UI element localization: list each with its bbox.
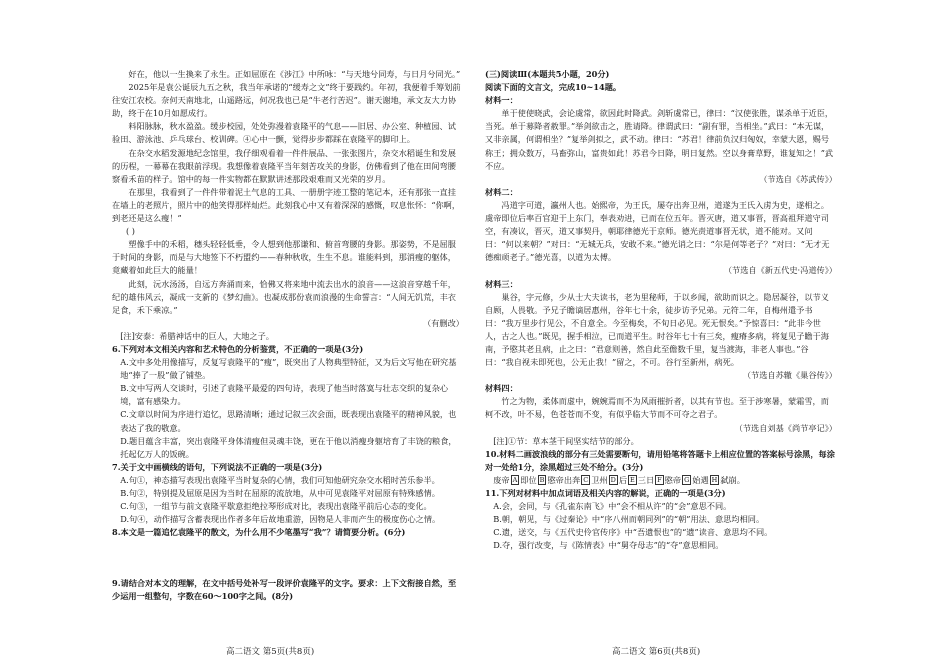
source-note: （有删改） xyxy=(423,317,464,328)
essay-paragraph: 料阳脉脉，秋水盈盈。缓步校园，处处弥漫着袁隆平的气息——旧居、办公室、种植园、试验田、游泳池、乒乓球台、校训碑。④心中一颤，觉得步步都踩在袁隆平的脚印上。 xyxy=(112,121,456,145)
footnote: [注]①节：草本茎干间坚实结节的部分。 xyxy=(493,435,639,446)
page-footer: 高二语文 第6页(共8页) xyxy=(612,647,701,657)
option: C.句③，一组节与前文袁隆平歇意拒绝拉琴形成对比，表现出袁隆平前后心态的变化。 xyxy=(120,501,432,512)
answer-label-box: H xyxy=(711,475,718,484)
section-intro: 阅读下面的文言文，完成10~14题。 xyxy=(485,82,622,93)
material-text: 竹之为物，柔体而虚中，婉婉焉而不为风雨摧折者，以其有节也。至于涉寒暑，蒙霜雪，而柯不改，叶不易，色苍苍而不变，有似乎临大节而不可夺之君子。 xyxy=(485,396,829,420)
sequence-text: 即位 xyxy=(520,474,537,485)
option: D.句④，动作描写含蓄表现出作者多年后故地重游，因物是人非而产生的极度伤心之情。 xyxy=(120,514,441,525)
essay-paragraph: 2025年是袁公诞辰九五之秋，我当年承诺的“缓寿之文”终于要践约。年初，我便着手筹划前往安江农校。奈何天南地北，山遥路远，何况我也已是“牛老行苦迟”。谢天谢地，承文友大力协助，终于在10月如愿成行。 xyxy=(112,82,461,119)
answer-label-box: A xyxy=(512,475,518,484)
essay-paragraph: 此刻，沅水汤汤，自远方奔涌而来，恰佛又将来地中流去出水的浪音——这浪音穿越千年，纪的雄伟风云，凝成一支新的《梦幻曲》。也凝成那份袁而浪漫的生命誓言：“人间无饥荒，丰衣足食，禾下乘凉。” xyxy=(112,278,456,315)
answer-label-box: F xyxy=(657,475,662,484)
footnote: [注]安泰：希腊神话中的巨人，大地之子。 xyxy=(120,330,274,341)
option: B.朝，朝见，与《过秦论》中“序八州而朝同列”的“朝”用法、意思均相同。 xyxy=(493,514,765,525)
material-label: 材料三： xyxy=(485,278,518,289)
source-note: （节选自《新五代史·冯道传》） xyxy=(723,265,837,276)
material-label: 材料二： xyxy=(485,186,518,197)
material-text: 巢谷，字元修，少从士大夫读书，老为里秘师，于以乡闻，欲助而识之。隐居凝谷，以节义自顾，人畏敬。予兄子瞻谪居惠州，谷年七十余，徒步访予兄弟。元符二年，自梅州遣予书曰：“我万里步行见公，不自意全。今至梅矣，不旬日必见。死无恨矣。”予惊喜曰：“此非今世人，古之人也。”既见，握手相泣，已而道平生。时谷年七十有三矣，瘦瘠多病，将复见子瞻于海南，予愍其老且病，止之曰：“君意则善，然自此至儋数千里，复当渡海，非老人事也。”谷曰：“我自视未即死也，公无止我！”留之，不可。谷行至新州，病死。 xyxy=(485,291,829,368)
question-11: 11.下列对材料中加点词语及相关内容的解说，正确的一项是(3分) xyxy=(485,488,726,498)
option: D.夺，强行改变，与《陈情表》中“舅夺母志”的“夺”意思相同。 xyxy=(493,540,724,551)
source-note: （节选自苏辙《巢谷传》） xyxy=(742,370,837,381)
material-label: 材料一： xyxy=(485,95,518,106)
answer-space xyxy=(112,539,464,577)
material-text: 单于使使晓武，会论虞常，欲因此时降武。剑斩虞常已，律曰：“汉使张胜，谋杀单于近臣，当死。单于募降者赦罪。”举剑欲击之，胜请降。律谓武曰：“副有罪，当相坐。”武曰：“本无谋，又非亲属，何谓相坐？”复举剑拟之，武不动。律曰：“苏君！律前负汉归匈奴，幸蒙大恩，赐号称王；拥众数万，马畜弥山，富贵如此！苏君今日降，明日复然。空以身膏草野，谁复知之！”武不应。 xyxy=(485,108,834,171)
sequence-text: 愍帝 xyxy=(664,474,682,485)
source-note: （节选自刘基《尚节亭记》） xyxy=(734,422,837,433)
sequence-text: 卫州 xyxy=(591,474,608,485)
question-7: 7.关于文中画横线的语句，下列说法不正确的一项是(3分) xyxy=(112,461,323,472)
answer-label-box: B xyxy=(539,475,545,484)
blank-parentheses: ( ) xyxy=(126,226,135,237)
sequence-text: 始遇 xyxy=(692,474,709,485)
question-8: 8.本文是一篇追忆袁隆平的散文，为什么用不少笔墨写“我”？请简要分析。(6分) xyxy=(112,527,406,538)
option: A.句①，神态描写表现出袁隆平当时复杂的心情，我们可知他研究杂交水稻时苦乐参半。 xyxy=(120,474,440,485)
page-footer: 高二语文 第5页(共8页) xyxy=(226,647,315,657)
option: D.题目蕴含丰富，突出袁隆平身体清瘦但灵魂丰饶，更在于他以消瘦身躯培育了丰饶的粮食，托起亿万人的饭碗。 xyxy=(120,435,457,459)
answer-label-box: C xyxy=(583,475,589,484)
source-note: （节选自《苏武传》） xyxy=(759,173,837,184)
sequence-text: 废帝 xyxy=(493,474,510,485)
option: C.遗，送交，与《五代史伶官传序》中“吾遗恨也”的“遗”读音、意思均不同。 xyxy=(493,527,773,538)
right-page xyxy=(485,68,837,628)
section-title: (三)阅读Ⅲ(本题共5小题，20分) xyxy=(485,69,610,79)
option: A.会，会同，与《孔雀东南飞》中“会不相从许”的“会”意思不同。 xyxy=(493,501,732,512)
sequence-text: 愍帝出奔 xyxy=(547,474,581,485)
essay-paragraph: 好在，他以一生換来了永生。正如屈原在《涉江》中所咏：“与天地兮同寿，与日月兮同光。” xyxy=(128,69,461,79)
left-page xyxy=(112,68,464,628)
option: B.句②，特别提及屈原是因为当时在屈原的流放地，从中可见袁隆平对屈原有特殊感情。 xyxy=(120,488,440,498)
question-9: 9.请结合对本文的理解，在文中括号处补写一段评价袁隆平的文字。要求：上下文衔接自然，至少运用一组整句，字数在60～100字之间。(8分) xyxy=(112,578,457,602)
answer-label-box: G xyxy=(684,475,690,484)
question-6: 6.下列对本文相关内容和艺术特色的分析鉴赏，不正确的一项是(3分) xyxy=(112,343,364,354)
essay-paragraph: 塑像手中的禾稻，穗头轻轻低垂，令人想到他那谦和、俯首弯腰的身影。那姿势，不是屈服于时间的身影，而是与大地签下不朽盟约——春种秋收，生生不息。谁能料到，那消瘦的躯体，竟藏着如此巨大的能量！ xyxy=(112,239,456,276)
option: C.文章以时间为序进行追忆，思路清晰；通过记叙三次会面，既表现出袁隆平的精神风貌，也表达了我的敬意。 xyxy=(120,409,457,433)
material-text: 冯道字可道，瀛州人也。始熙帝，为王氏，屡夺出奔卫州，道遂为王氏入虏为史，遂相之。虞帝即位后率百官迎于上东门，奉表劝进，已而在位五年。晋灭唐，道又事晋，晋高祖拜道守司空，有凑议，晋灭，道又事契丹，朝耶律德光于京师。德光责道事晋无状，道不能对。又问曰：“何以来朝？”对曰：“无城无兵，安敢不来。”德光诮之曰：“尔是何等老子？”对曰：“无才无德痴顽老子。”德光喜，以道为太傅。 xyxy=(485,199,830,263)
material-label: 材料四： xyxy=(485,383,518,394)
sequence-text: 弑崩。 xyxy=(720,474,745,485)
sequence-text: 三日 xyxy=(637,474,655,485)
answer-label-box: E xyxy=(630,475,635,484)
question-10: 10.材料二画波浪线的部分有三处需要断句，请用铅笔将答题卡上相应位置的答案标号涂黑，每涂对一处给1分，涂黑超过三处不给分。(3分) xyxy=(485,448,835,472)
sequence-text: 后 xyxy=(618,474,628,485)
essay-paragraph: 在那里，我看到了一件件带着泥土气息的工具、一册册字迹工整的笔记本，还有那张一直挂在墙上的老照片，照片中的他笑得那样灿烂。此刻我心中又有着深深的感慨，叹息怅怀：“你啊，到老还是这么瘦！” xyxy=(112,186,461,224)
option: B.文中写两人交谈时，引述了袁隆平最爱的四句诗，表现了他当时落寞与壮志交织的复杂心境，富有感染力。 xyxy=(120,383,449,407)
answer-label-box: D xyxy=(610,475,616,484)
punctuation-sequence xyxy=(485,474,837,487)
essay-paragraph: 在杂交水稻发源地纪念馆里，我仔细观看着一件件展品、一张张图片，杂交水稻诞生和发展的历程，一幕幕在我眼前浮现。我想像着袁隆平当年刻苦攻关的身影，仿佛看到了他在田间弯腰察看禾苗的样子。馆中的每一件实物都在默默讲述那段艰难而又光荣的岁月。 xyxy=(112,147,456,184)
option: A.文中多处用像描写，反复写袁隆平的“瘦”，既突出了人物典型特征，又为后文写他在研究基地“捧了一股”做了铺垫。 xyxy=(120,357,457,381)
